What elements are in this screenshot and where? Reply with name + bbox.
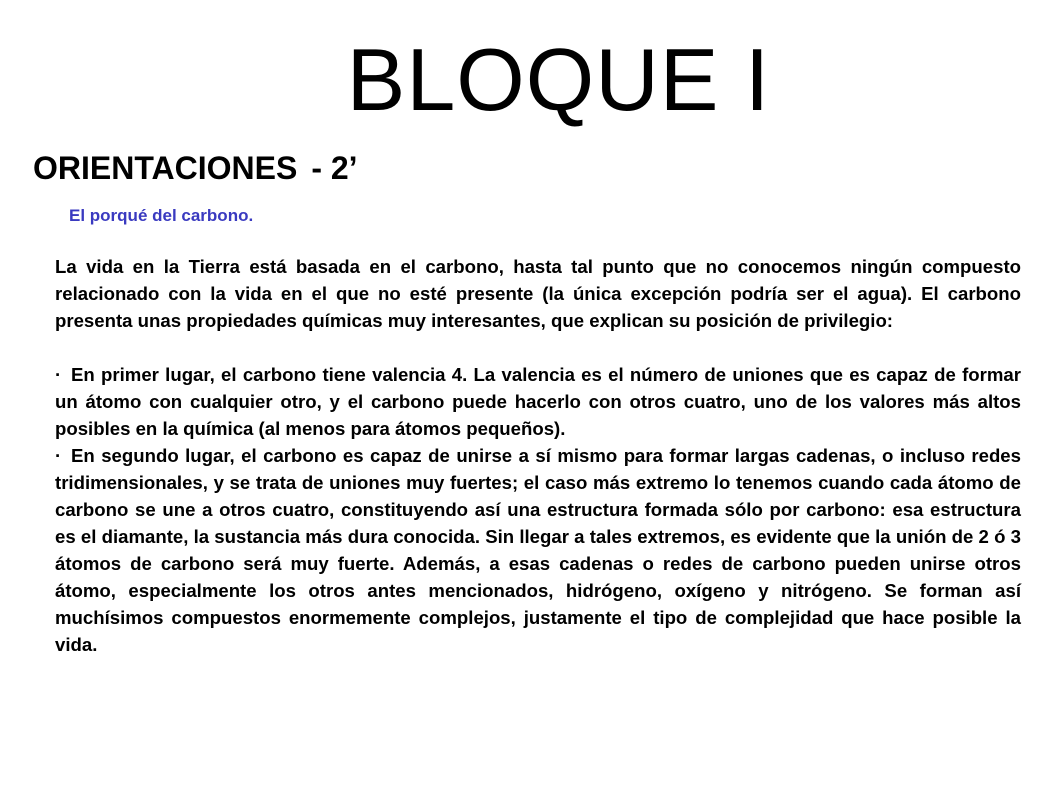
- section-heading-number: - 2’: [311, 150, 358, 186]
- bullet-paragraph-2: [55, 442, 1021, 658]
- section-heading-main: ORIENTACIONES: [33, 150, 298, 186]
- subtitle: El porqué del carbono.: [69, 206, 254, 225]
- body-text: [55, 253, 1021, 658]
- bullet-paragraph-1: [55, 361, 1021, 442]
- bullet-marker: ·: [55, 364, 62, 385]
- slide-title: BLOQUE I: [346, 30, 771, 129]
- intro-paragraph: La vida en la Tierra está basada en el carbono, hasta tal punto que no conocemos ningún compuesto relacionado con la vida en el que no esté presente (la única excepción podría ser el agua). El carbono presenta unas propiedades químicas muy interesantes, que explican su posición de privilegio:: [55, 256, 1021, 331]
- bullet-text: En segundo lugar, el carbono es capaz de unirse a sí mismo para formar largas cadenas, o incluso redes tridimensionales, y se trata de uniones muy fuertes; el caso más extremo lo tenemos cuando cada átomo de carbono se une a otros cuatro, constituyendo así una estructura formada sólo por carbono: esa estructura es el diamante, la sustancia más dura conocida. Sin llegar a tales extremos, es evidente que la unión de 2 ó 3 átomos de carbono será muy fuerte. Además, a esas cadenas o redes de carbono pueden unirse otros átomo, especialmente los otros antes mencionados, hidrógeno, oxígeno y nitrógeno. Se forman así muchísimos compuestos enormemente complejos, justamente el tipo de complejidad que hace posible la vida.: [55, 445, 1021, 655]
- bullet-marker: ·: [55, 445, 62, 466]
- bullet-text: En primer lugar, el carbono tiene valencia 4. La valencia es el número de uniones que es capaz de formar un átomo con cualquier otro, y el carbono puede hacerlo con otros cuatro, uno de los valores más altos posibles en la química (al menos para átomos pequeños).: [55, 364, 1021, 439]
- section-heading: [33, 148, 358, 188]
